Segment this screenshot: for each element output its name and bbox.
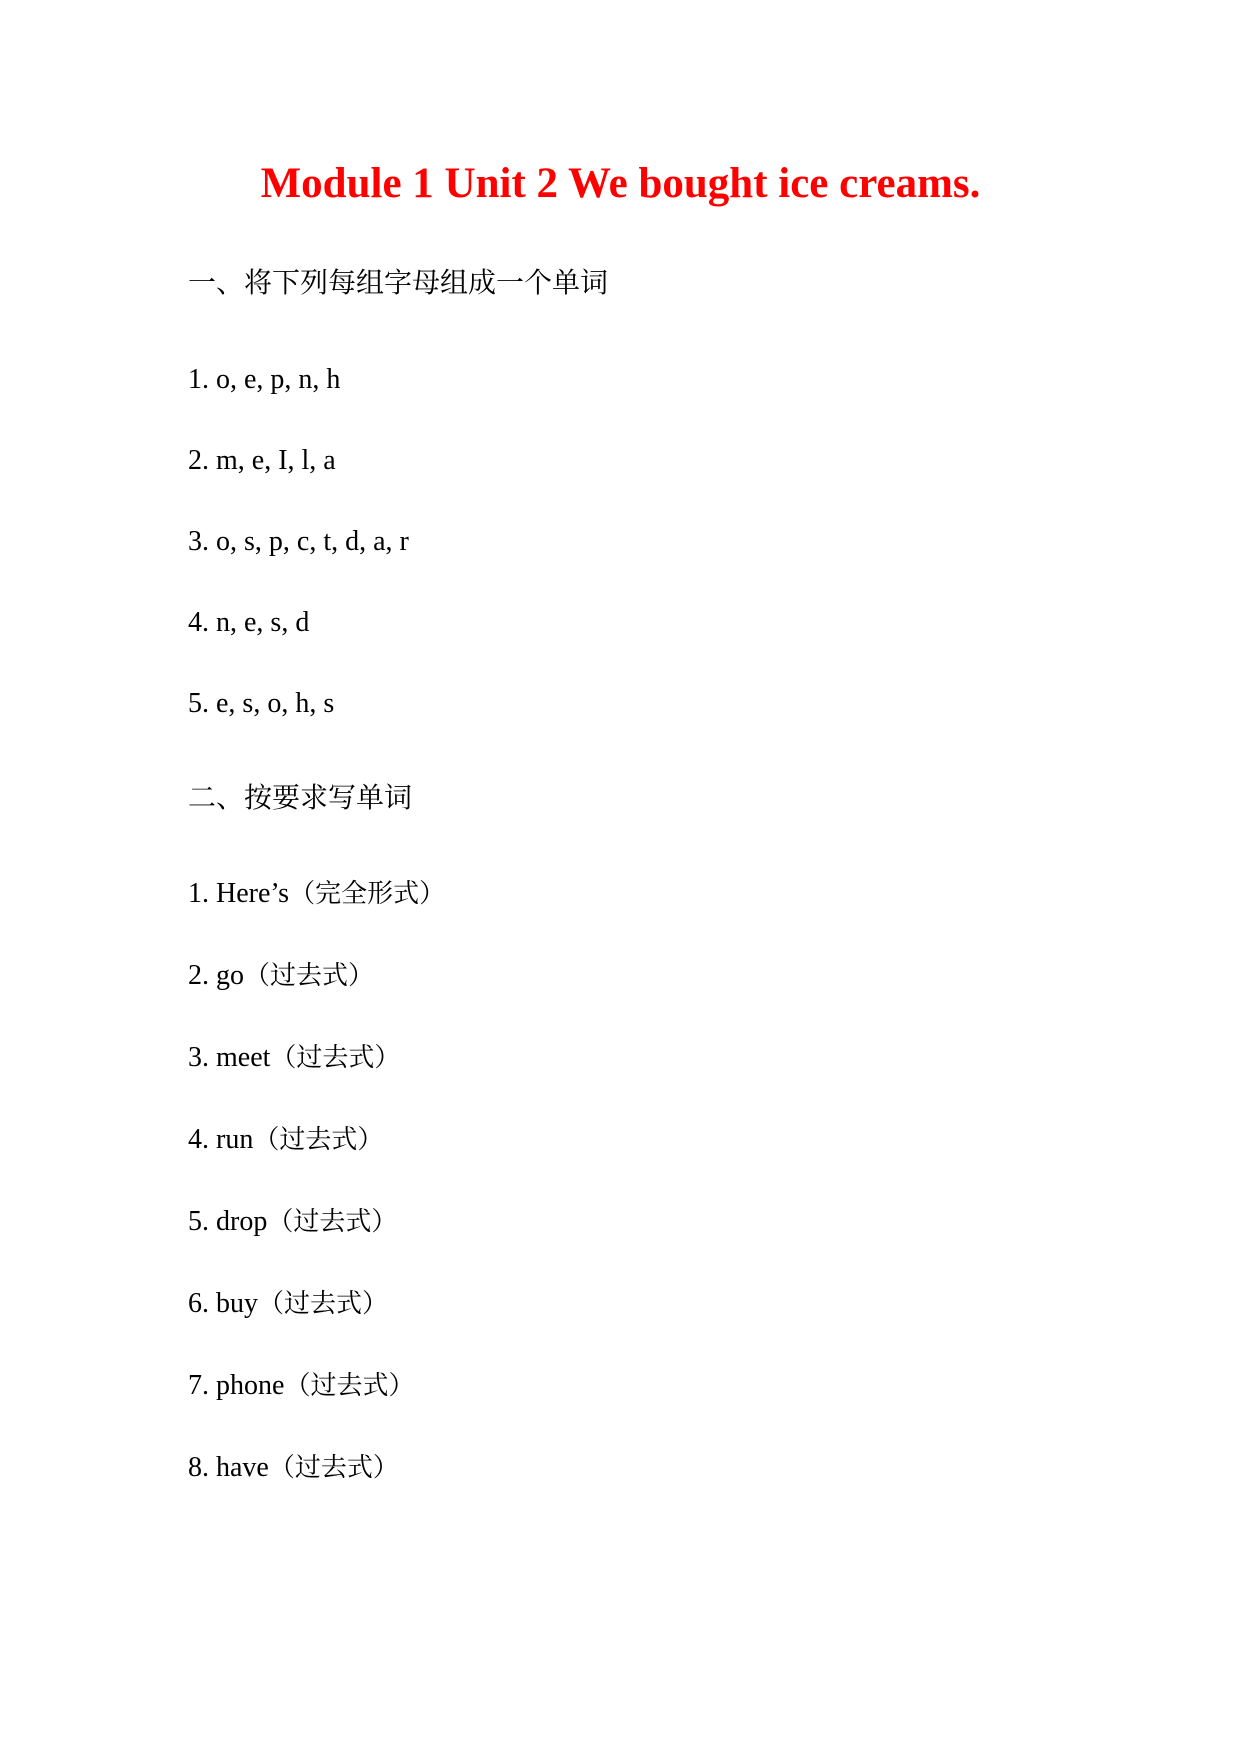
list-item [188,876,445,912]
list-item [188,443,336,479]
item-number: 4. [188,1124,209,1155]
item-hint: （过去式） [253,1125,384,1155]
list-item [188,1122,383,1158]
list-item [188,1450,399,1486]
item-text: o, s, p, c, t, d, a, r [216,526,409,557]
item-number: 1. [188,878,209,909]
list-item [188,605,309,641]
item-number: 2. [188,960,209,991]
page-title: Module 1 Unit 2 We bought ice creams. [260,160,981,207]
list-item [188,958,374,994]
item-text: n, e, s, d [216,607,310,638]
item-number: 3. [188,526,209,557]
item-number: 2. [188,445,209,476]
item-number: 4. [188,607,209,638]
item-number: 1. [188,364,209,395]
section-heading-1: 一、将下列每组字母组成一个单词 [188,266,609,299]
item-text: run [216,1124,254,1155]
list-item [188,1286,388,1322]
section-heading-2: 二、按要求写单词 [188,781,413,814]
item-number: 5. [188,688,209,719]
item-text: phone [216,1370,285,1401]
list-item [188,1040,400,1076]
item-number: 3. [188,1042,209,1073]
item-text: Here’s [216,878,290,909]
item-text: e, s, o, h, s [216,688,335,719]
list-item [188,686,334,722]
item-hint: （过去式） [258,1289,389,1319]
list-item [188,524,409,560]
item-number: 6. [188,1288,209,1319]
item-hint: （过去式） [268,1453,399,1483]
item-text: buy [216,1288,258,1319]
item-hint: （过去式） [244,961,375,991]
item-number: 8. [188,1452,209,1483]
list-item [188,1368,414,1404]
item-text: have [216,1452,269,1483]
list-item [188,362,340,398]
item-hint: （过去式） [267,1207,398,1237]
item-text: drop [216,1206,268,1237]
item-text: go [216,960,244,991]
item-text: o, e, p, n, h [216,364,341,395]
item-text: m, e, I, l, a [216,445,336,476]
item-number: 7. [188,1370,209,1401]
item-hint: （完全形式） [289,879,446,909]
item-text: meet [216,1042,271,1073]
item-number: 5. [188,1206,209,1237]
item-hint: （过去式） [284,1371,415,1401]
list-item [188,1204,397,1240]
item-hint: （过去式） [270,1043,401,1073]
